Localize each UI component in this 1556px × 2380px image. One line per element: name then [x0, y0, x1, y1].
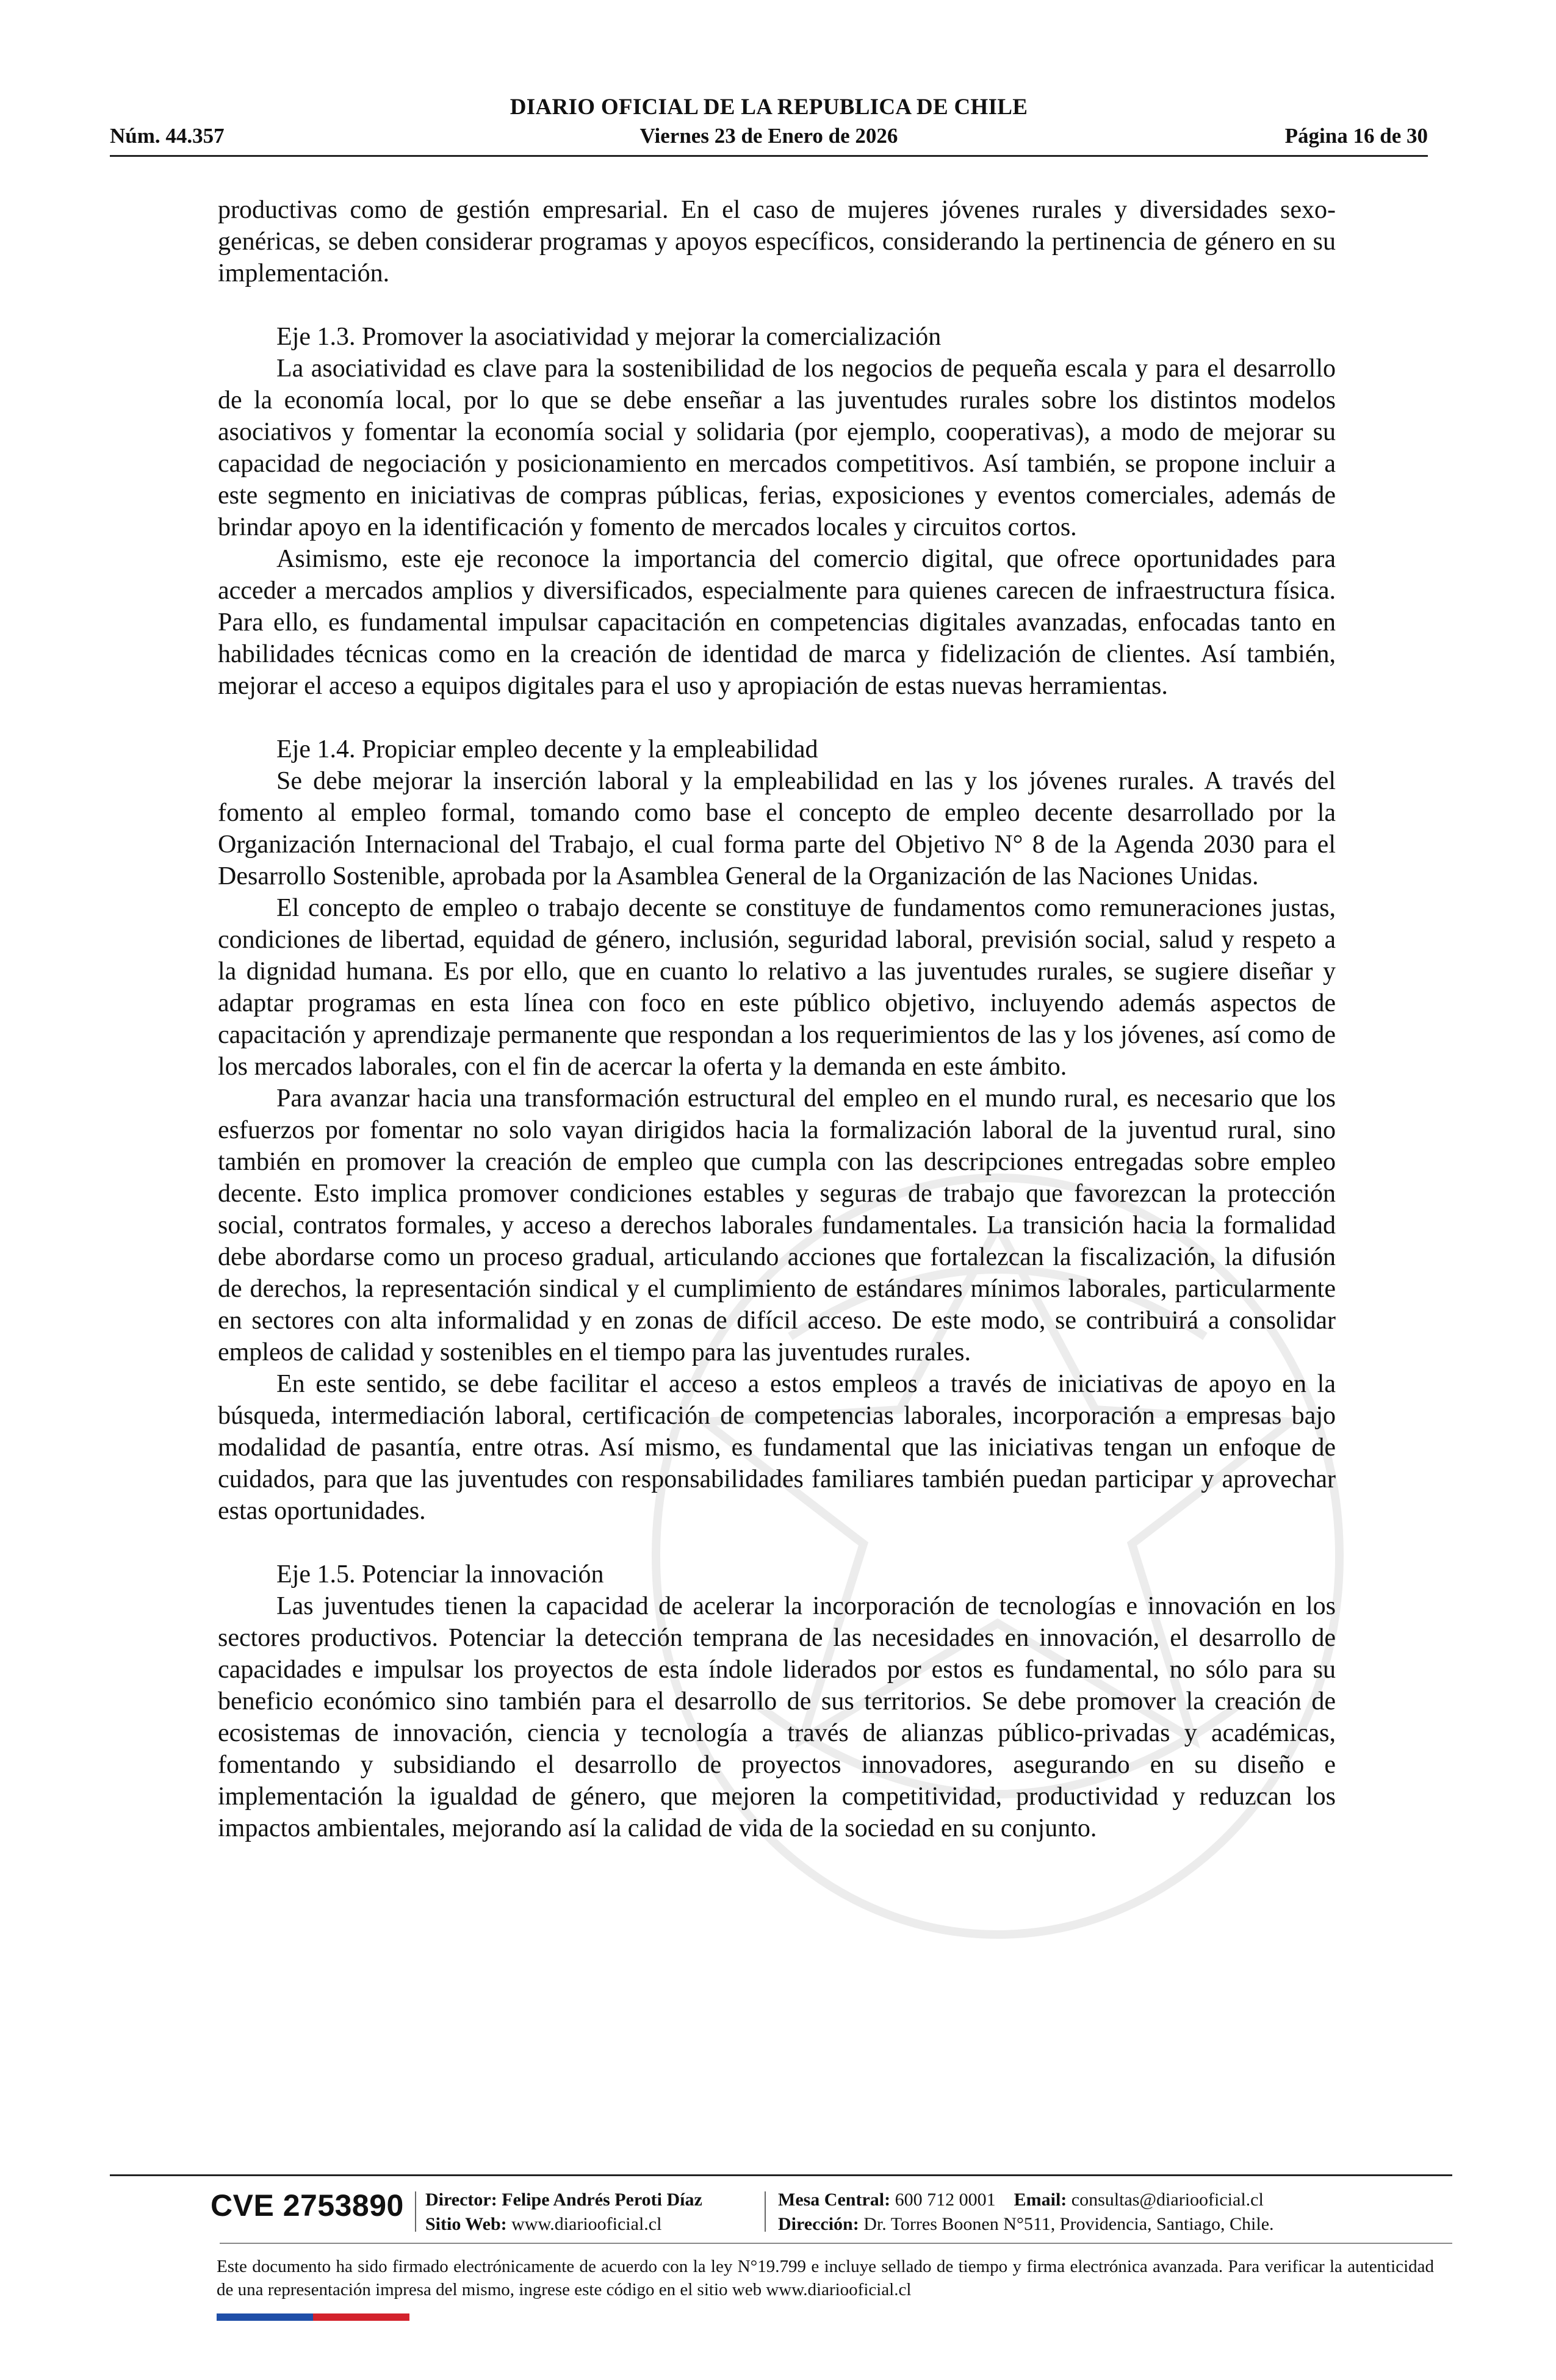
- website-link[interactable]: www.diariooficial.cl: [511, 2214, 662, 2234]
- address-value: Dr. Torres Boonen N°511, Providencia, Santiago, Chile.: [863, 2214, 1274, 2234]
- paragraph: En este sentido, se debe facilitar el acceso a estos empleos a través de iniciativas de apoyo en la búsqueda, intermediación laboral, certificación de competencias laborales, incorporación a empresas bajo modalidad de pasantía, entre otras. Así mismo, es fundamental que las iniciativas tengan un enfoque de cuidados, para que las juventudes con responsabilidades familiares también puedan participar y aprovechar estas oportunidades.: [218, 1370, 1336, 1525]
- flag-stripe-blue: [217, 2313, 313, 2321]
- email-label: Email:: [1014, 2190, 1067, 2210]
- director-name: Felipe Andrés Peroti Díaz: [502, 2190, 702, 2210]
- phone-value: 600 712 0001: [895, 2190, 996, 2210]
- footer-divider: [110, 2174, 1452, 2176]
- paragraph: Asimismo, este eje reconoce la importancia del comercio digital, que ofrece oportunidades para acceder a mercados amplios y diversificados, especialmente para quienes carecen de infraestructura física. Para ello, es fundamental impulsar capacitación en competencias digitales avanzadas, enfocadas tanto en habilidades técnicas como en la creación de identidad de marca y fidelización de clientes. Así también, mejorar el acceso a equipos digitales para el uso y apropiación de estas nuevas herramientas.: [218, 545, 1336, 700]
- footer-separator: [415, 2191, 416, 2232]
- footer-separator: [765, 2191, 766, 2232]
- paragraph: Para avanzar hacia una transformación estructural del empleo en el mundo rural, es necesario que los esfuerzos por fomentar no solo vayan dirigidos hacia la formalización laboral de la juventud rural, sino también en promover la creación de empleo que cumpla con las descripciones entregadas sobre empleo decente. Esto implica promover condiciones estables y seguras de trabajo que favorezcan la protección social, contratos formales, y acceso a derechos laborales fundamentales. La transición hacia la formalidad debe abordarse como un proceso gradual, articulando acciones que fortalezcan la fiscalización, la difusión de derechos, la representación sindical y el cumplimiento de estándares mínimos laborales, particularmente en sectores con alta informalidad y en zonas de difícil acceso. De este modo, se contribuirá a consolidar empleos de calidad y sostenibles en el tiempo para las juventudes rurales.: [218, 1084, 1336, 1366]
- address-line: [778, 2212, 1274, 2237]
- paragraph: Las juventudes tienen la capacidad de acelerar la incorporación de tecnologías e innovación en los sectores productivos. Potenciar la detección temprana de las necesidades en innovación, el desarrollo de capacidades e impulsar los proyectos de esta índole liderados por estos es fundamental, no sólo para su beneficio económico sino también para el desarrollo de sus territorios. Se debe promover la creación de ecosistemas de innovación, ciencia y tecnología a través de alianzas público-privadas y académicas, fomentando y subsidiando el desarrollo de proyectos innovadores, asegurando en su diseño e implementación la igualdad de género, que mejoren la competitividad, productividad y reduzcan los impactos ambientales, mejorando así la calidad de vida de la sociedad en su conjunto.: [218, 1592, 1336, 1842]
- paragraph: La asociatividad es clave para la sostenibilidad de los negocios de pequeña escala y para el desarrollo de la economía local, por lo que se debe enseñar a las juventudes rurales sobre los distintos modelos asociativos y fomentar la economía social y solidaria (por ejemplo, cooperativas), a modo de mejorar su capacidad de negociación y posicionamiento en mercados competitivos. Así también, se propone incluir a este segmento en iniciativas de compras públicas, ferias, exposiciones y eventos comerciales, además de brindar apoyo en la identificación y fomento de mercados locales y circuitos cortos.: [218, 355, 1336, 541]
- page-footer: [110, 2174, 1452, 2333]
- contact-line: [778, 2188, 1264, 2212]
- address-label: Dirección:: [778, 2214, 859, 2234]
- newspaper-title: DIARIO OFICIAL DE LA REPUBLICA DE CHILE: [510, 95, 1028, 120]
- page-header: [110, 92, 1428, 159]
- section-heading: Eje 1.3. Promover la asociatividad y mejorar la comercialización: [276, 323, 942, 351]
- issue-date: Viernes 23 de Enero de 2026: [639, 124, 898, 148]
- signature-notice: Este documento ha sido firmado electrónicamente de acuerdo con la ley N°19.799 e incluye sellado de tiempo y firma electrónica avanzada. Para verificar la autenticidad de una representación impresa del mismo, ingrese este código en el sitio web www.diariooficial.cl: [217, 2257, 1434, 2299]
- header-divider: [110, 155, 1428, 157]
- paragraph: El concepto de empleo o trabajo decente se constituye de fundamentos como remuneraciones justas, condiciones de libertad, equidad de género, inclusión, seguridad laboral, previsión social, salud y respeto a la dignidad humana. Es por ello, que en cuanto lo relativo a las juventudes rurales, se sugiere diseñar y adaptar programas en esta línea con foco en este público objetivo, incluyendo además aspectos de capacitación y aprendizaje permanente que respondan a los requerimientos de las y los jóvenes, así como de los mercados laborales, con el fin de acercar la oferta y la demanda en este ámbito.: [218, 894, 1336, 1081]
- page-indicator: Página 16 de 30: [1284, 124, 1428, 148]
- paragraph: Se debe mejorar la inserción laboral y la empleabilidad en las y los jóvenes rurales. A través del fomento al empleo formal, tomando como base el concepto de empleo decente desarrollado por la Organización Internacional del Trabajo, el cual forma parte del Objetivo N° 8 de la Agenda 2030 para el Desarrollo Sostenible, aprobada por la Asamblea General de la Organización de las Naciones Unidas.: [218, 767, 1336, 890]
- website-label: Sitio Web:: [425, 2214, 507, 2234]
- website-line: [425, 2212, 661, 2237]
- cve-code: CVE 2753890: [211, 2188, 404, 2223]
- paragraph: productivas como de gestión empresarial. En el caso de mujeres jóvenes rurales y diversidades sexo-genéricas, se deben considerar programas y apoyos específicos, considerando la pertinencia de género en su implementación.: [218, 196, 1336, 287]
- issue-number: Núm. 44.357: [110, 124, 225, 148]
- flag-stripe-red: [313, 2313, 409, 2321]
- section-heading: Eje 1.4. Propiciar empleo decente y la empleabilidad: [276, 735, 818, 763]
- director-label: Director:: [425, 2190, 497, 2210]
- director-line: [425, 2188, 702, 2212]
- email-link[interactable]: consultas@diariooficial.cl: [1071, 2190, 1264, 2210]
- footer-inner-divider: [220, 2243, 1452, 2244]
- phone-label: Mesa Central:: [778, 2190, 891, 2210]
- section-heading: Eje 1.5. Potenciar la innovación: [276, 1560, 604, 1588]
- document-body: [218, 194, 1336, 1844]
